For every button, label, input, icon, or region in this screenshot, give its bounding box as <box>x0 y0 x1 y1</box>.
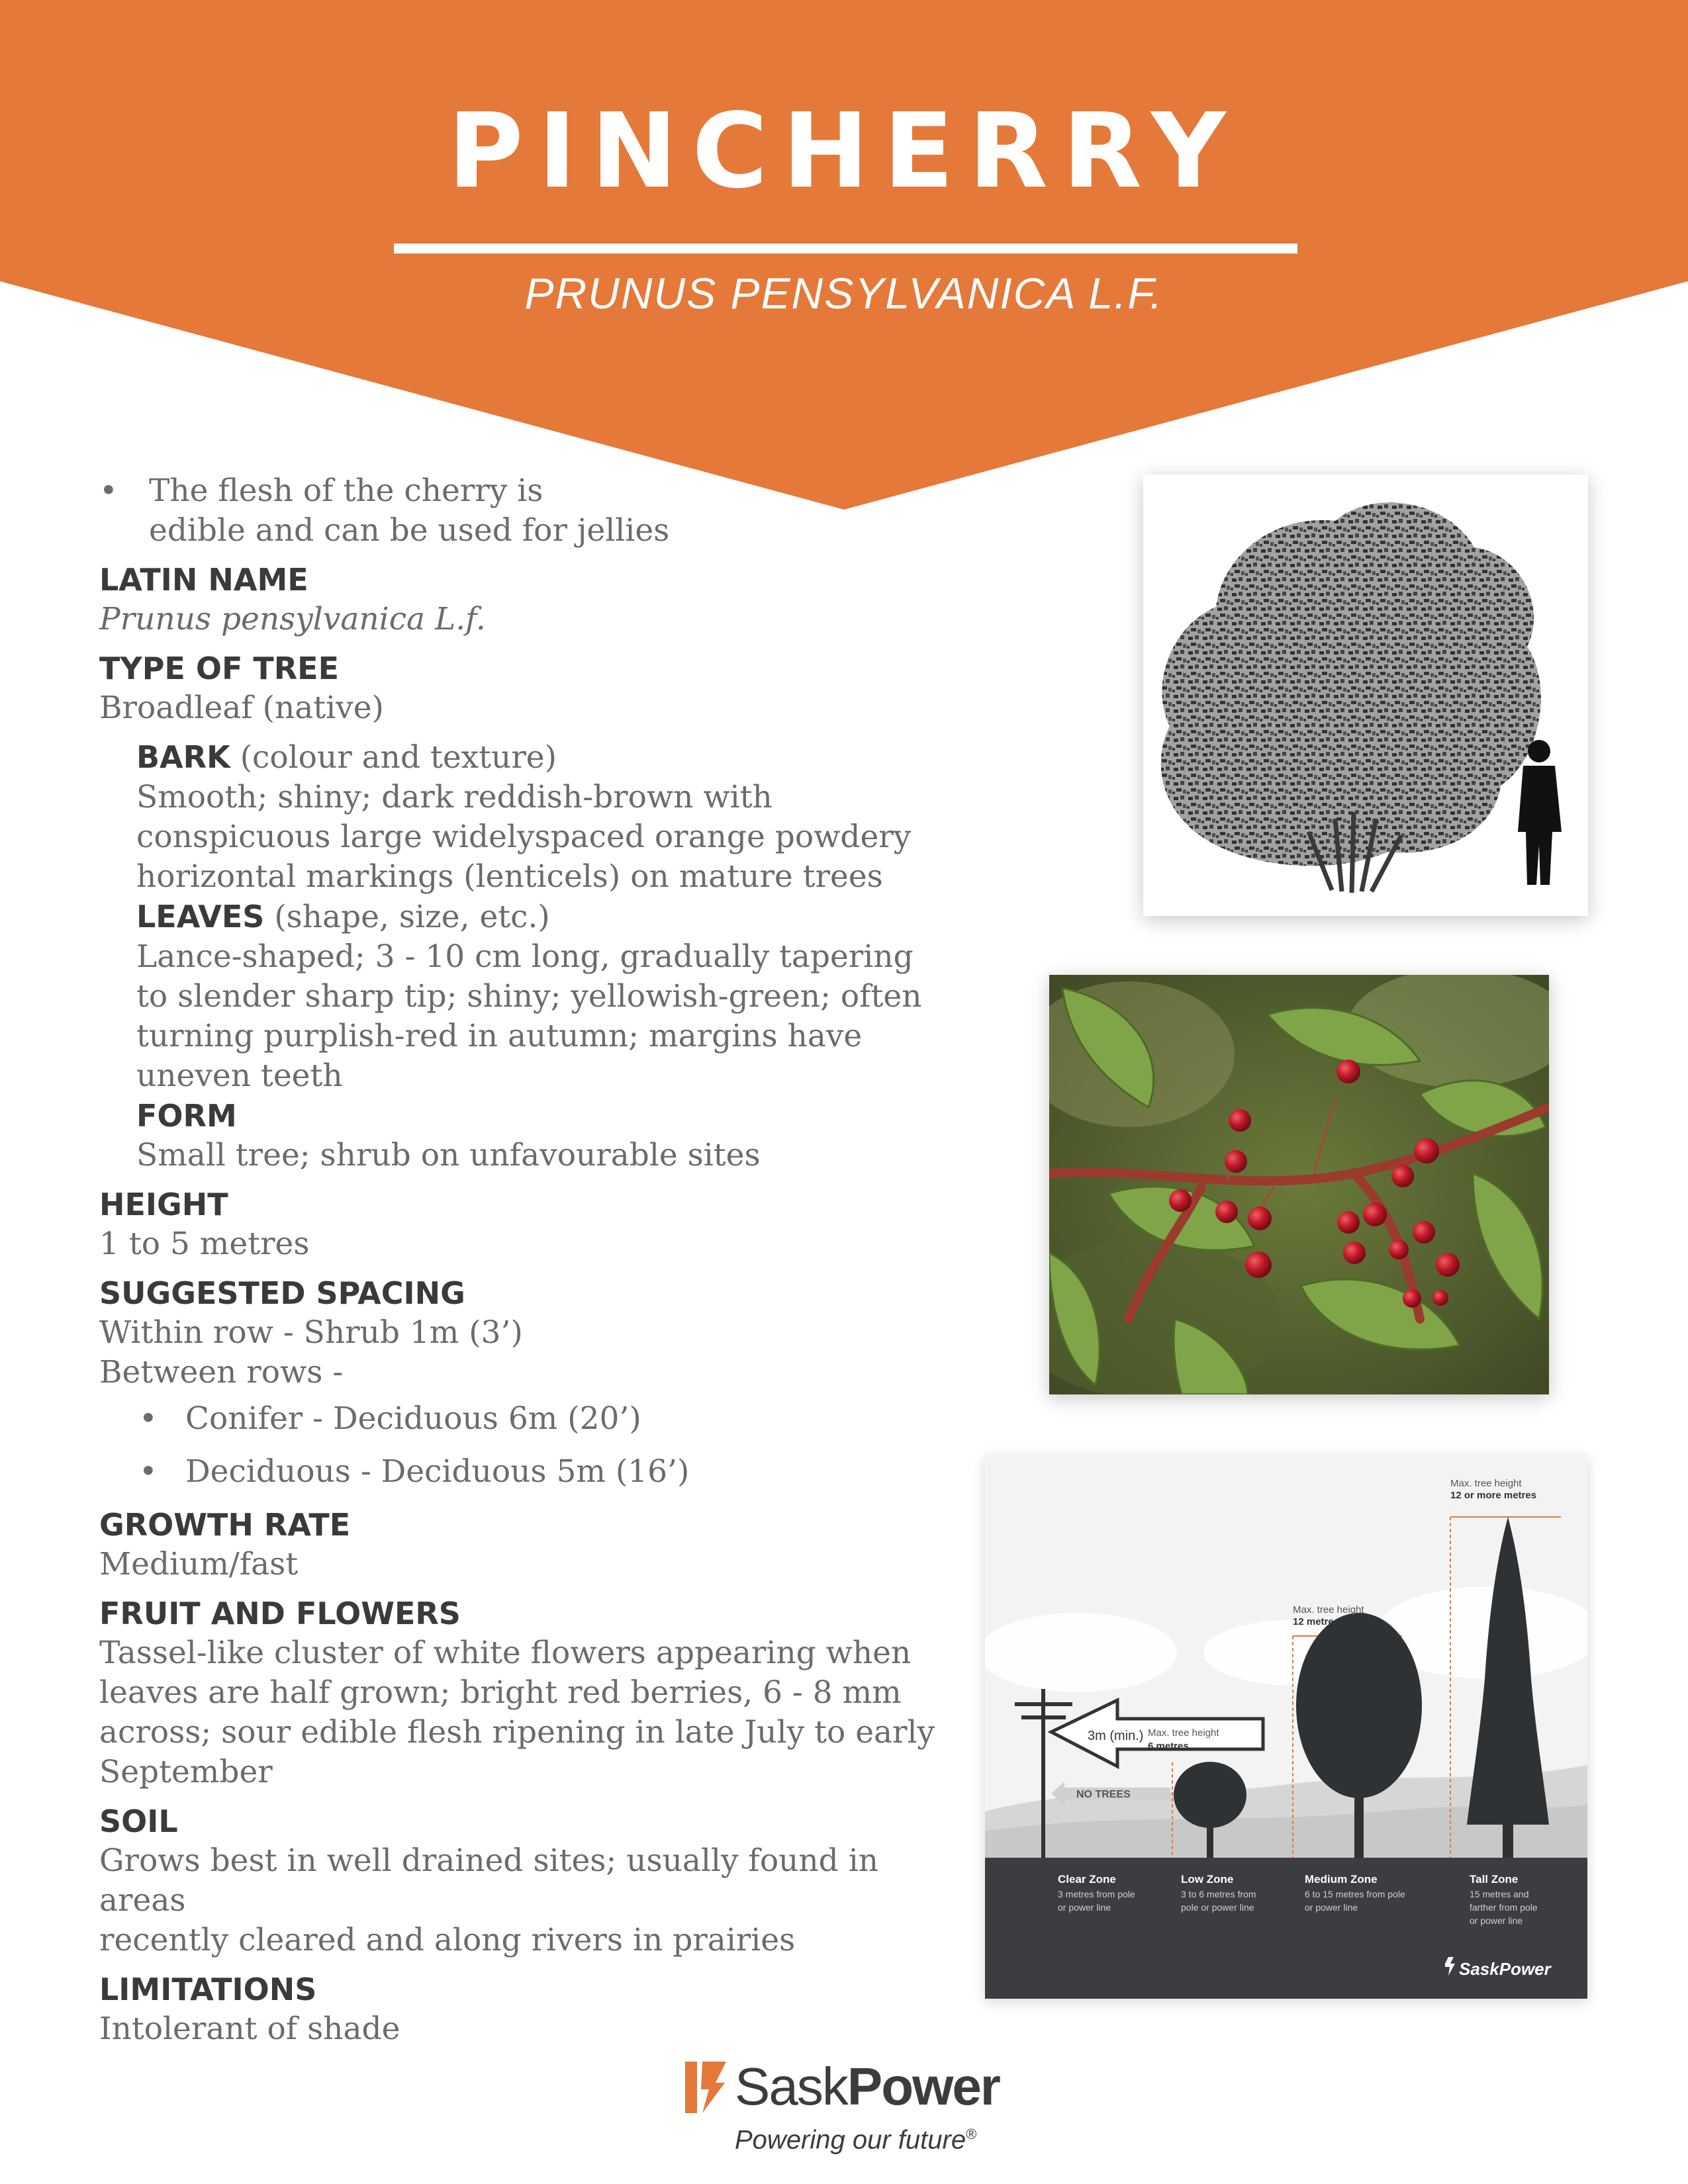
medium-height-label: 12 metres <box>1293 1616 1340 1627</box>
tall-zone-desc-1: 15 metres and <box>1470 1889 1529 1899</box>
tall-max-label: Max. tree height <box>1450 1478 1522 1489</box>
limitations-value: Intolerant of shade <box>99 2011 400 2047</box>
list-item <box>99 1452 960 1492</box>
type-value: Broadleaf (native) <box>99 690 384 726</box>
saskpower-logo-text: SaskPower <box>1459 1959 1551 1979</box>
page-subtitle: PRUNUS PENSYLVANICA L.F. <box>524 269 1164 318</box>
leaves-heading: LEAVES <box>136 899 265 934</box>
brand-name-bold: Power <box>847 2057 1000 2116</box>
bark-line-2: conspicuous large widelyspaced orange powdery <box>136 819 912 855</box>
brand-name-light: Sask <box>735 2057 847 2116</box>
berries-photo <box>1049 975 1549 1394</box>
tree-facts <box>99 471 960 2049</box>
spacing-list <box>99 1399 960 1492</box>
low-zone-name: Low Zone <box>1181 1873 1234 1886</box>
clear-zone-desc-2: or power line <box>1058 1902 1111 1913</box>
low-height-label: 6 metres <box>1148 1741 1189 1752</box>
limitations-heading: LIMITATIONS <box>99 1972 317 2007</box>
latin-name-value: Prunus pensylvanica L.f. <box>99 601 486 637</box>
berries-illustration <box>1049 975 1549 1394</box>
tall-height-label: 12 or more metres <box>1450 1490 1537 1501</box>
intro-line-1: The flesh of the cherry is <box>149 473 543 509</box>
medium-zone-desc-1: 6 to 15 metres from pole <box>1305 1889 1405 1899</box>
saskpower-logo-small <box>1445 1957 1552 1979</box>
medium-max-label: Max. tree height <box>1293 1604 1364 1615</box>
spacing-item-1: Conifer - Deciduous 6m (20’) <box>185 1400 641 1437</box>
spacing-item-2: Deciduous - Deciduous 5m (16’) <box>185 1453 690 1490</box>
clear-zone-desc-1: 3 metres from pole <box>1058 1889 1135 1899</box>
spacing-line-1: Within row - Shrub 1m (3’) <box>99 1314 523 1351</box>
bark-line-1: Smooth; shiny; dark reddish-brown with <box>136 779 773 815</box>
tree-silhouette-image <box>1143 475 1588 916</box>
tagline-text: Powering our future <box>735 2125 966 2155</box>
planting-zones-graphic <box>985 1454 1587 1999</box>
person-silhouette <box>1518 740 1562 885</box>
bark-section <box>99 737 960 897</box>
latin-name-heading: LATIN NAME <box>99 562 308 598</box>
brand-name <box>735 2055 1000 2118</box>
form-section <box>99 1096 960 1175</box>
brand-tagline <box>735 2118 976 2156</box>
header-chevron-shape <box>0 0 1688 516</box>
tall-zone-desc-2: farther from pole <box>1470 1902 1538 1913</box>
spacing-line-2: Between rows - <box>99 1354 344 1390</box>
leaves-line-2: to slender sharp tip; shiny; yellowish-green; often <box>136 978 922 1015</box>
bullet-dot: • <box>139 1453 158 1490</box>
fruit-heading: FRUIT AND FLOWERS <box>99 1596 461 1631</box>
growth-heading: GROWTH RATE <box>99 1507 351 1543</box>
fruit-line-1: Tassel-like cluster of white flowers appearing when <box>99 1635 912 1671</box>
medium-zone-desc-2: or power line <box>1305 1902 1358 1913</box>
medium-zone-name: Medium Zone <box>1305 1873 1378 1886</box>
clear-arrow-label: 3m (min.) <box>1088 1729 1144 1743</box>
saskpower-logo <box>682 2055 1026 2154</box>
no-trees-label: NO TREES <box>1076 1789 1131 1800</box>
registered-mark: ® <box>966 2126 977 2142</box>
spacing-heading: SUGGESTED SPACING <box>99 1275 465 1311</box>
growth-value: Medium/fast <box>99 1546 299 1582</box>
low-max-label: Max. tree height <box>1148 1727 1219 1739</box>
leaves-line-3: turning purplish-red in autumn; margins have <box>136 1018 863 1054</box>
title-divider <box>394 244 1297 253</box>
page-title: PINCHERRY <box>447 91 1241 211</box>
fruit-line-4: September <box>99 1754 273 1790</box>
height-value: 1 to 5 metres <box>99 1226 310 1262</box>
tall-zone-desc-3: or power line <box>1470 1915 1523 1926</box>
leaves-line-4: uneven teeth <box>136 1058 343 1094</box>
bark-line-3: horizontal markings (lenticels) on mature trees <box>136 858 883 895</box>
intro-bullet <box>99 471 960 551</box>
soil-line-2: recently cleared and along rivers in prairies <box>99 1922 796 1958</box>
header-banner <box>0 0 1688 516</box>
low-zone-desc-1: 3 to 6 metres from <box>1181 1889 1256 1899</box>
list-item <box>99 1399 960 1439</box>
soil-line-1: Grows best in well drained sites; usually found in areas <box>99 1843 878 1919</box>
height-heading: HEIGHT <box>99 1187 228 1222</box>
type-heading: TYPE OF TREE <box>99 651 340 686</box>
fruit-line-2: leaves are half grown; bright red berries, 6 - 8 mm <box>99 1674 902 1711</box>
leaves-line-1: Lance-shaped; 3 - 10 cm long, gradually tapering <box>136 938 914 975</box>
low-zone-desc-2: pole or power line <box>1181 1902 1254 1913</box>
leaves-section <box>99 897 960 1096</box>
bark-heading: BARK <box>136 739 230 775</box>
lightning-bolt-icon <box>685 2062 726 2113</box>
bullet-dot: • <box>99 473 118 509</box>
zones-diagram <box>985 1454 1587 1999</box>
soil-heading: SOIL <box>99 1803 178 1839</box>
tall-zone-name: Tall Zone <box>1470 1873 1519 1886</box>
clear-zone-name: Clear Zone <box>1058 1873 1116 1886</box>
bullet-dot: • <box>139 1400 158 1437</box>
fruit-line-3: across; sour edible flesh ripening in late July to early <box>99 1714 935 1751</box>
leaves-heading-note: (shape, size, etc.) <box>274 899 550 935</box>
tree-illustration <box>1143 475 1588 916</box>
form-heading: FORM <box>136 1098 237 1134</box>
bark-heading-note: (colour and texture) <box>240 739 557 776</box>
form-value: Small tree; shrub on unfavourable sites <box>136 1137 761 1173</box>
intro-line-2: edible and can be used for jellies <box>149 512 670 549</box>
